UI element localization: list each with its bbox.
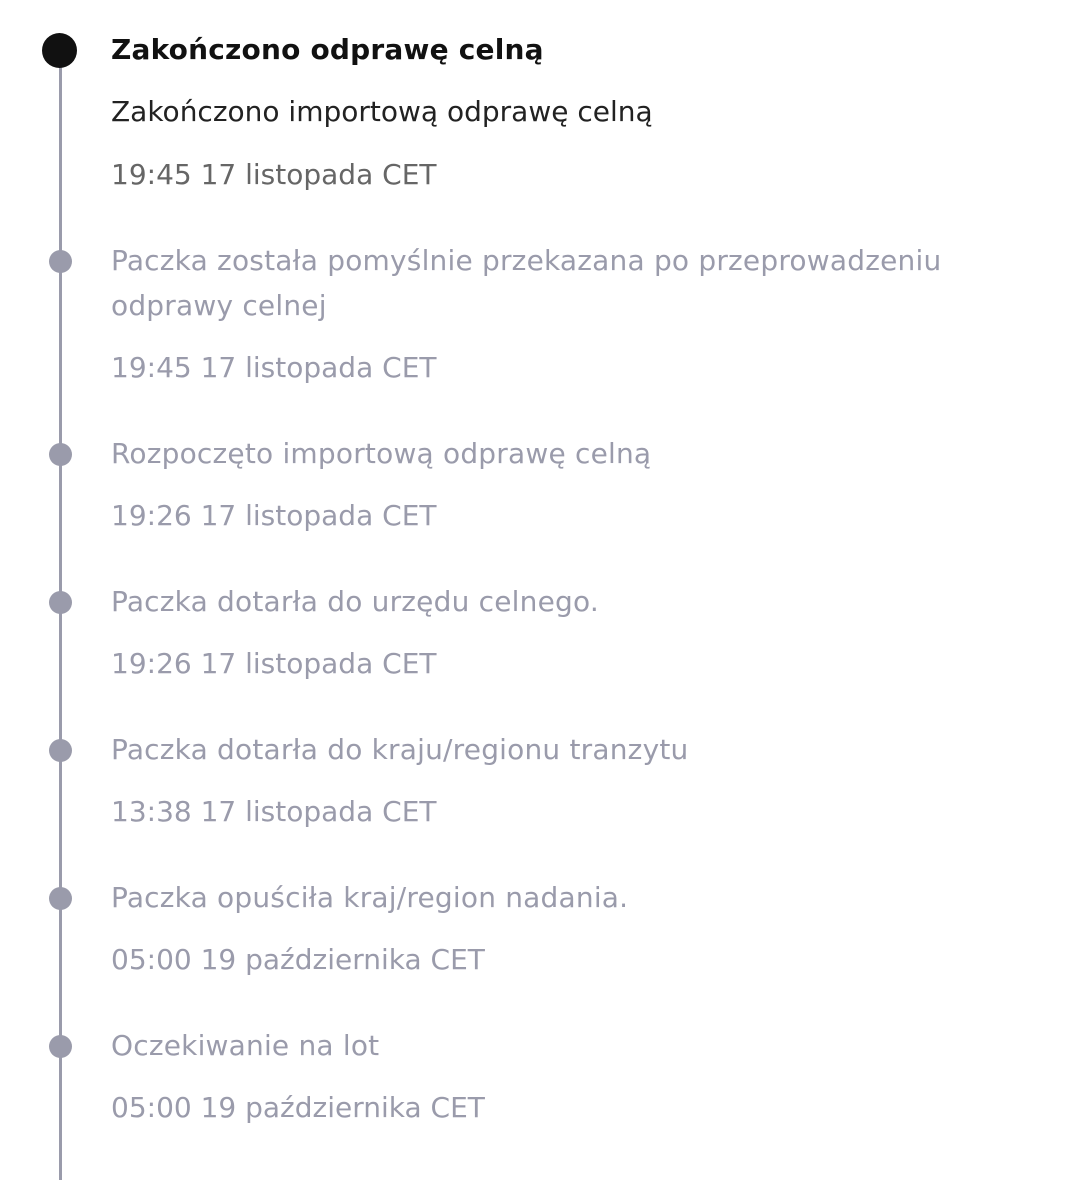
event-time: 05:00 19 października CET xyxy=(111,1091,485,1124)
event-title: Oczekiwanie na lot xyxy=(111,1029,380,1062)
event-title: Paczka opuściła kraj/region nadania. xyxy=(111,881,629,914)
event-time: 19:45 17 listopada CET xyxy=(111,158,437,191)
tracking-timeline xyxy=(111,27,1040,1171)
timeline-event xyxy=(111,579,1040,687)
event-title: Paczka dotarła do urzędu celnego. xyxy=(111,585,599,618)
event-title: Paczka dotarła do kraju/regionu tranzytu xyxy=(111,733,689,766)
event-time: 05:00 19 października CET xyxy=(111,943,485,976)
status-dot-icon xyxy=(49,443,72,466)
timeline-event xyxy=(111,27,1040,198)
current-status-dot-icon xyxy=(42,33,77,68)
event-title: Paczka została pomyślnie przekazana po przeprowadzeniu odprawy celnej xyxy=(111,244,942,322)
event-title: Zakończono odprawę celną xyxy=(111,33,544,66)
status-dot-icon xyxy=(49,250,72,273)
timeline-line xyxy=(59,50,62,1180)
status-dot-icon xyxy=(49,739,72,762)
status-dot-icon xyxy=(49,887,72,910)
timeline-event xyxy=(111,238,1040,391)
event-time: 19:26 17 listopada CET xyxy=(111,647,437,680)
status-dot-icon xyxy=(49,1035,72,1058)
timeline-event xyxy=(111,1023,1040,1131)
event-title: Rozpoczęto importową odprawę celną xyxy=(111,437,652,470)
event-time: 19:45 17 listopada CET xyxy=(111,351,437,384)
timeline-event xyxy=(111,727,1040,835)
status-dot-icon xyxy=(49,591,72,614)
timeline-event xyxy=(111,431,1040,539)
event-detail: Zakończono importową odprawę celną xyxy=(111,95,653,128)
event-time: 13:38 17 listopada CET xyxy=(111,795,437,828)
timeline-event xyxy=(111,875,1040,983)
event-time: 19:26 17 listopada CET xyxy=(111,499,437,532)
